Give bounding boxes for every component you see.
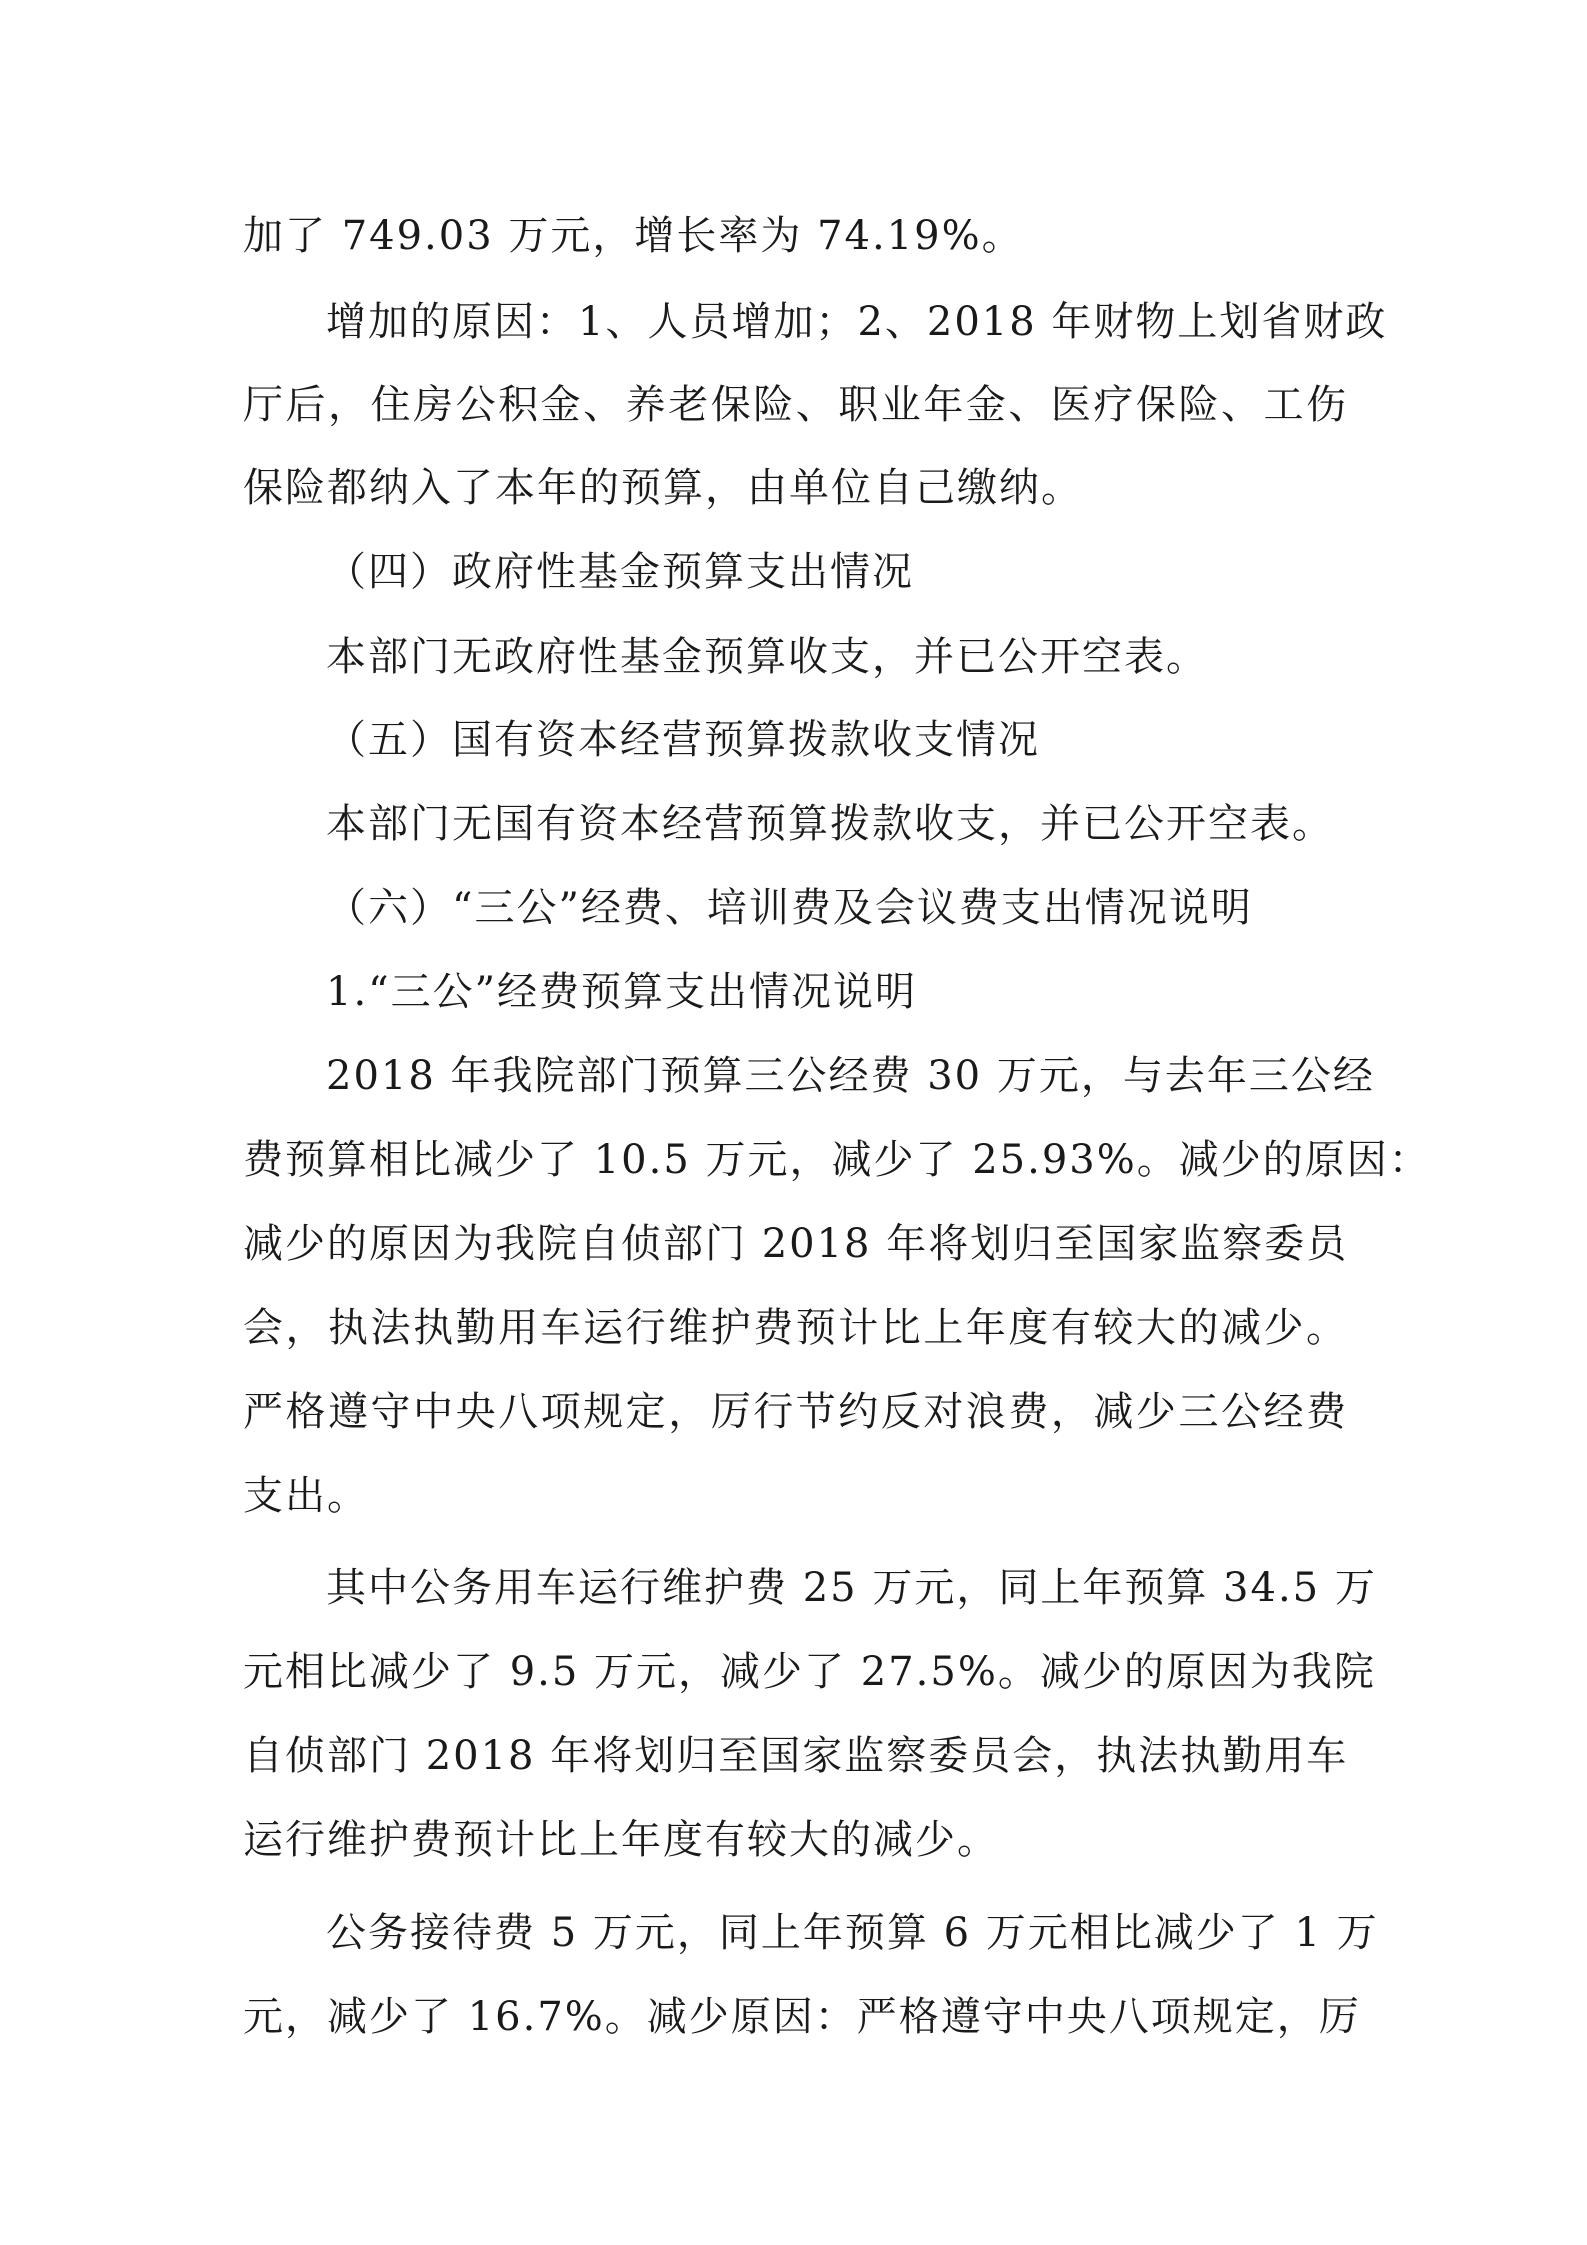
section-heading: （六）“三公”经费、培训费及会议费支出情况说明	[326, 885, 1253, 931]
paragraph-line: 会，执法执勤用车运行维护费预计比上年度有较大的减少。	[243, 1305, 1348, 1351]
paragraph-line: 元，减少了 16.7%。减少原因：严格遵守中央八项规定，厉	[243, 1994, 1361, 2040]
paragraph-line: 2018 年我院部门预算三公经费 30 万元，与去年三公经	[326, 1053, 1375, 1099]
paragraph-line: 减少的原因为我院自侦部门 2018 年将划归至国家监察委员	[243, 1221, 1349, 1267]
paragraph-line: 公务接待费 5 万元，同上年预算 6 万元相比减少了 1 万	[326, 1910, 1379, 1956]
paragraph-line: 本部门无政府性基金预算收支，并已公开空表。	[326, 634, 1208, 680]
paragraph-line: 自侦部门 2018 年将划归至国家监察委员会，执法执勤用车	[243, 1733, 1349, 1779]
paragraph-line: 加了 749.03 万元，增长率为 74.19%。	[243, 213, 1024, 259]
paragraph-line: 本部门无国有资本经营预算拨款收支，并已公开空表。	[326, 801, 1334, 847]
paragraph-line: 厅后，住房公积金、养老保险、职业年金、医疗保险、工伤	[243, 382, 1348, 428]
section-heading: （四）政府性基金预算支出情况	[326, 549, 914, 595]
paragraph-line: 费预算相比减少了 10.5 万元，减少了 25.93%。减少的原因：	[243, 1137, 1431, 1183]
paragraph-line: 支出。	[243, 1473, 369, 1519]
paragraph-line: 严格遵守中央八项规定，厉行节约反对浪费，减少三公经费	[243, 1389, 1348, 1435]
paragraph-line: 保险都纳入了本年的预算，由单位自己缴纳。	[243, 465, 1083, 511]
paragraph-line: 其中公务用车运行维护费 25 万元，同上年预算 34.5 万	[326, 1565, 1377, 1611]
subsection-heading: 1.“三公”经费预算支出情况说明	[326, 969, 918, 1015]
paragraph-line: 增加的原因：1、人员增加；2、2018 年财物上划省财政	[326, 299, 1388, 345]
paragraph-line: 元相比减少了 9.5 万元，减少了 27.5%。减少的原因为我院	[243, 1649, 1376, 1695]
section-heading: （五）国有资本经营预算拨款收支情况	[326, 717, 1040, 763]
paragraph-line: 运行维护费预计比上年度有较大的减少。	[243, 1817, 999, 1863]
